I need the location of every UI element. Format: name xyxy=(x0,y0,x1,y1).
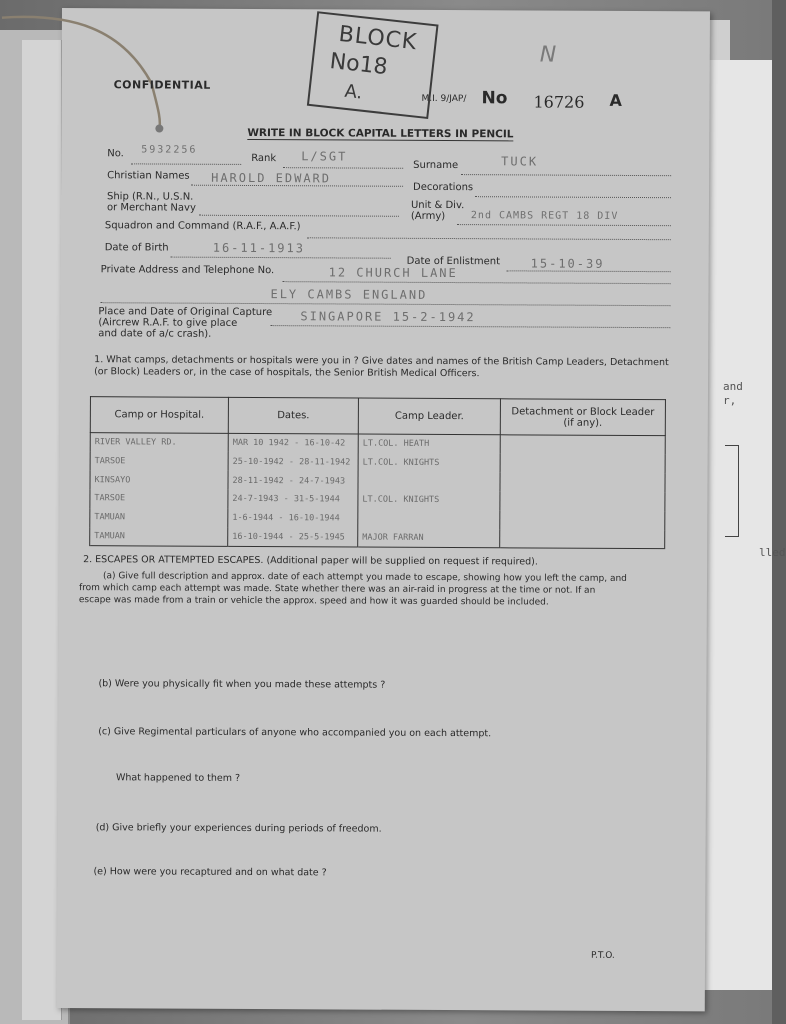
unit-line xyxy=(457,224,671,226)
squadron-line xyxy=(307,237,671,240)
table-cell[interactable]: TARSOE xyxy=(90,489,228,509)
question-2a-line2: from which camp each attempt was made. State whether there was an air-raid in progress at the time or not. If an xyxy=(78,583,596,596)
underlying-bracket xyxy=(725,445,739,537)
table-cell[interactable]: LT.COL. HEATH xyxy=(358,434,500,454)
unit-label-2: (Army) xyxy=(410,210,446,223)
handwritten-initials: N xyxy=(539,42,557,68)
table-cell[interactable]: TAMUAN xyxy=(90,508,228,528)
capture-label: Place and Date of Original Capture xyxy=(98,306,273,319)
table-cell[interactable]: 25-10-1942 - 28-11-1942 xyxy=(228,452,358,472)
classification-label: CONFIDENTIAL xyxy=(113,78,211,92)
address-line-2 xyxy=(100,302,670,306)
column-header-detachment-leader: Detachment or Block Leader (if any). xyxy=(500,399,665,436)
table-row xyxy=(90,527,665,549)
please-turn-over: P.T.O. xyxy=(591,950,615,961)
block-stamp xyxy=(307,11,439,119)
question-2a-line3: escape was made from a train or vehicle the approx. speed and how it was guarded should be included. xyxy=(78,595,549,608)
squadron-label: Squadron and Command (R.A.F., A.A.F.) xyxy=(104,220,301,233)
ship-line xyxy=(199,215,399,217)
table-cell[interactable] xyxy=(500,491,665,511)
table-cell[interactable]: MAR 10 1942 - 16-10-42 xyxy=(228,433,358,453)
surname-value[interactable]: TUCK xyxy=(501,154,539,169)
question-2b: (b) Were you physically fit when you made these attempts ? xyxy=(98,678,386,691)
table-cell[interactable]: 28-11-1942 - 24-7-1943 xyxy=(228,471,358,491)
camps-table xyxy=(89,396,666,549)
underlying-text: lled xyxy=(759,546,786,559)
column-header-dates: Dates. xyxy=(228,397,358,434)
rank-value[interactable]: L/SGT xyxy=(301,149,348,164)
serial-suffix: A xyxy=(609,90,622,110)
question-2d: (d) Give briefly your experiences during periods of freedom. xyxy=(95,822,382,835)
section2-heading: 2. ESCAPES OR ATTEMPTED ESCAPES. (Additional paper will be supplied on request if required). xyxy=(83,554,538,568)
stamp-text: A. xyxy=(343,80,364,104)
decorations-line xyxy=(475,196,671,198)
unit-value[interactable]: 2nd CAMBS REGT 18 DIV xyxy=(470,210,619,222)
dob-label: Date of Birth xyxy=(104,242,169,254)
table-header-row xyxy=(90,397,665,436)
form-reference: M.I. 9/JAP/ xyxy=(421,93,467,105)
underlying-text: and xyxy=(723,380,743,393)
rank-label: Rank xyxy=(251,152,277,165)
section1-question: 1. What camps, detachments or hospitals were you in ? Give dates and names of the British Camp Leaders, Detachment xyxy=(94,354,669,369)
address-label: Private Address and Telephone No. xyxy=(100,264,275,277)
column-header-camp-leader: Camp Leader. xyxy=(358,398,500,435)
dob-line xyxy=(171,257,391,259)
dob-value[interactable]: 16-11-1913 xyxy=(212,240,306,256)
no-value[interactable]: 5932256 xyxy=(141,144,198,156)
serial-number: 16726 xyxy=(533,92,585,112)
capture-value[interactable]: SINGAPORE 15-2-1942 xyxy=(300,309,476,325)
section1-question-2: (or Block) Leaders or, in the case of hospitals, the Senior British Medical Officers. xyxy=(94,366,480,380)
capture-label-2: (Aircrew R.A.F. to give place xyxy=(98,317,238,329)
christian-names-value[interactable]: HAROLD EDWARD xyxy=(211,170,332,186)
table-cell[interactable] xyxy=(358,472,500,492)
table-cell[interactable]: 16-10-1944 - 25-5-1945 xyxy=(228,528,358,548)
table-cell[interactable] xyxy=(500,510,665,530)
number-mark: No xyxy=(481,88,508,109)
enlistment-label: Date of Enlistment xyxy=(406,255,501,268)
stamp-text: No18 xyxy=(328,48,389,81)
surname-label: Surname xyxy=(413,159,459,172)
no-line xyxy=(131,163,241,165)
table-cell[interactable] xyxy=(500,435,665,455)
table-cell[interactable] xyxy=(500,529,665,549)
ship-label-2: or Merchant Navy xyxy=(106,202,196,214)
table-cell[interactable]: TAMUAN xyxy=(90,527,228,547)
column-header-camp: Camp or Hospital. xyxy=(90,397,228,434)
unit-label: Unit & Div. xyxy=(410,199,465,212)
table-cell[interactable]: 1-6-1944 - 16-10-1944 xyxy=(228,509,358,529)
stamp-text: BLOCK xyxy=(337,21,419,56)
table-cell[interactable]: 24-7-1943 - 31-5-1944 xyxy=(228,490,358,510)
enlistment-value[interactable]: 15-10-39 xyxy=(530,256,605,271)
ship-label: Ship (R.N., U.S.N. xyxy=(106,191,194,203)
table-cell[interactable]: TARSOE xyxy=(90,451,228,471)
address-line xyxy=(283,281,671,284)
pow-questionnaire-form xyxy=(57,8,710,1011)
table-cell[interactable] xyxy=(358,509,500,529)
question-2c-followup: What happened to them ? xyxy=(115,772,241,784)
rank-line xyxy=(283,167,403,169)
table-cell[interactable]: LT.COL. KNIGHTS xyxy=(358,453,500,473)
surname-line xyxy=(461,174,671,176)
question-2c: (c) Give Regimental particulars of anyone who accompanied you on each attempt. xyxy=(98,726,492,740)
table-cell[interactable]: KINSAYO xyxy=(90,470,228,490)
question-2a: (a) Give full description and approx. date of each attempt you made to escape, showing how you left the camp, and xyxy=(102,571,627,584)
question-2e: (e) How were you recaptured and on what date ? xyxy=(93,866,327,879)
underlying-text: r, xyxy=(723,394,737,407)
address-value-line1[interactable]: 12 CHURCH LANE xyxy=(328,265,458,281)
table-cell[interactable]: MAJOR FARRAN xyxy=(358,528,500,548)
form-instruction: WRITE IN BLOCK CAPITAL LETTERS IN PENCIL xyxy=(247,126,514,141)
table-cell[interactable]: LT.COL. KNIGHTS xyxy=(358,491,500,511)
address-value-line2[interactable]: ELY CAMBS ENGLAND xyxy=(270,287,428,302)
no-label: No. xyxy=(107,148,124,160)
table-cell[interactable]: RIVER VALLEY RD. xyxy=(90,433,228,453)
decorations-label: Decorations xyxy=(413,181,474,194)
table-cell[interactable] xyxy=(500,454,665,474)
christian-names-label: Christian Names xyxy=(107,170,190,182)
table-cell[interactable] xyxy=(500,472,665,492)
folder-inner-pages xyxy=(22,40,62,1020)
capture-line xyxy=(270,325,670,328)
capture-label-3: and date of a/c crash). xyxy=(98,328,212,340)
